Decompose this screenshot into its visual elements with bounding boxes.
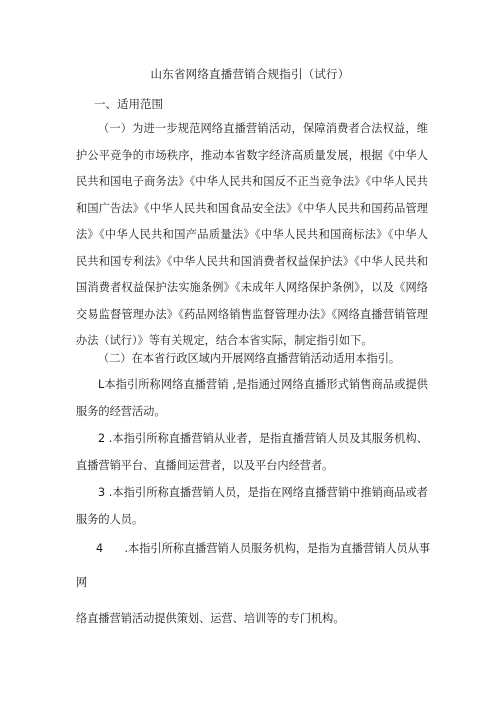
paragraph-definition-3: 3 .本指引所称直播营销人员，是指在网络直播营销中推销商品或者服务的人员。 xyxy=(76,486,428,526)
paragraph-applicability: （二）在本省行政区域内开展网络直播营销活动适用本指引。 xyxy=(98,352,401,365)
paragraph-definition-4-line-2: 网 xyxy=(76,576,88,589)
paragraph-definition-1: L本指引所称网络直播营销 ,是指通过网络直播形式销售商品或提供服务的经营活动。 xyxy=(76,378,428,418)
paragraph-definition-4-line-3: 络直播营销活动提供策划、运营、培训等的专门机构。 xyxy=(76,612,345,625)
document-title: 山东省网络直播营销合规指引（试行） xyxy=(150,67,350,81)
paragraph-purpose: （一）为进一步规范网络直播营销活动，保障消费者合法权益，维护公平竞争的市场秩序，推动本省数字经济高质量发展，根据《中华人民共和国电子商务法》《中华人民共和国反不正当竞争法》《中华人民共和国广告法》《中华人民共和国食品安全法》《中华人民共和国药品管理法》《中华人民共和国产品质量法》《中华人民共和国商标法》《中华人民共和国专利法》《中华人民共和国消费者权益保护法》《中华人民共和国消费者权益保护法实施条例》《未成年人网络保护条例》，以及《网络交易监督管理办法》《药品网络销售监督管理办法》《网络直播营销管理办法（试行）》等有关规定，结合本省实际，制定指引如下。 xyxy=(76,122,428,347)
section-heading-scope: 一、适用范围 xyxy=(94,97,163,111)
paragraph-definition-4-line-1: 4 .本指引所称直播营销人员服务机构，是指为直播营销人员从事 xyxy=(96,542,431,555)
paragraph-definition-2: 2 .本指引所称直播营销从业者，是指直播营销人员及其服务机构、直播营销平台、直播间运营者，以及平台内经营者。 xyxy=(76,432,428,472)
